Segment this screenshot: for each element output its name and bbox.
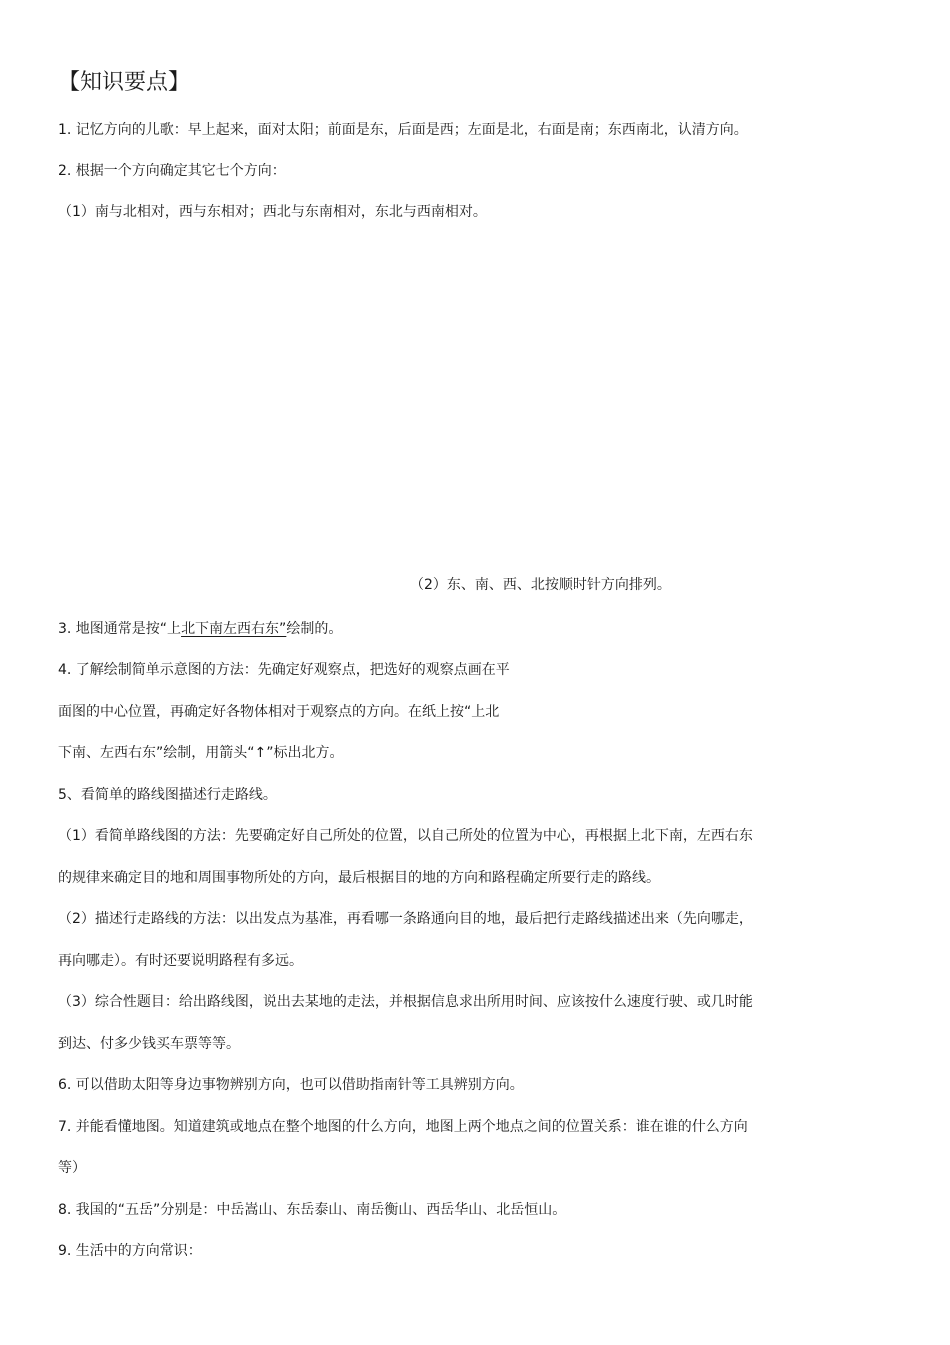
item-2-heading: 2. 根据一个方向确定其它七个方向： (58, 163, 286, 179)
item-7-line-1: 7. 并能看懂地图。知道建筑或地点在整个地图的什么方向，地图上两个地点之间的位置关系：谁在谁的什么方向 (58, 1119, 748, 1135)
item-3 (58, 620, 342, 638)
item-7-line-2: 等） (58, 1160, 86, 1176)
item-4-line-2: 面图的中心位置，再确定好各物体相对于观察点的方向。在纸上按“上北 (58, 704, 500, 720)
item-5-sub-3-line-1: （3）综合性题目：给出路线图，说出去某地的走法，并根据信息求出所用时间、应该按什么速度行驶、或几时能 (58, 994, 753, 1010)
item-5-sub-1-line-1: （1）看简单路线图的方法：先要确定好自己所处的位置，以自己所处的位置为中心，再根据上北下南，左西右东 (58, 828, 753, 844)
item-9: 9. 生活中的方向常识： (58, 1243, 202, 1259)
item-8: 8. 我国的“五岳”分别是：中岳嵩山、东岳泰山、南岳衡山、西岳华山、北岳恒山。 (58, 1202, 567, 1218)
section-heading: 【知识要点】 (58, 70, 191, 95)
item-4-line-1: 4. 了解绘制简单示意图的方法：先确定好观察点，把选好的观察点画在平 (58, 662, 510, 678)
item-5-heading: 5、看简单的路线图描述行走路线。 (58, 787, 277, 803)
item-3-prefix: 3. 地图通常是按“上 (58, 621, 182, 637)
item-3-underlined: 北下南左西右东” (181, 621, 287, 637)
item-1-mnemonic: 1. 记忆方向的儿歌：早上起来，面对太阳；前面是东，后面是西；左面是北，右面是南；东西南北，认清方向。 (58, 122, 748, 138)
item-5-sub-1-line-2: 的规律来确定目的地和周围事物所处的方向，最后根据目的地的方向和路程确定所要行走的路线。 (58, 870, 660, 886)
item-4-line-3: 下南、左西右东”绘制，用箭头“↑”标出北方。 (58, 745, 344, 761)
item-5-sub-2-line-1: （2）描述行走路线的方法：以出发点为基准，再看哪一条路通向目的地，最后把行走路线描述出来（先向哪走， (58, 911, 753, 927)
item-2-sub-2: （2）东、南、西、北按顺时针方向排列。 (410, 577, 671, 593)
item-3-suffix: 绘制的。 (286, 621, 343, 637)
item-6: 6. 可以借助太阳等身边事物辨别方向，也可以借助指南针等工具辨别方向。 (58, 1077, 524, 1093)
item-5-sub-2-line-2: 再向哪走）。有时还要说明路程有多远。 (58, 953, 303, 969)
item-5-sub-3-line-2: 到达、付多少钱买车票等等。 (58, 1036, 240, 1052)
item-2-sub-1: （1）南与北相对，西与东相对；西北与东南相对，东北与西南相对。 (58, 204, 487, 220)
